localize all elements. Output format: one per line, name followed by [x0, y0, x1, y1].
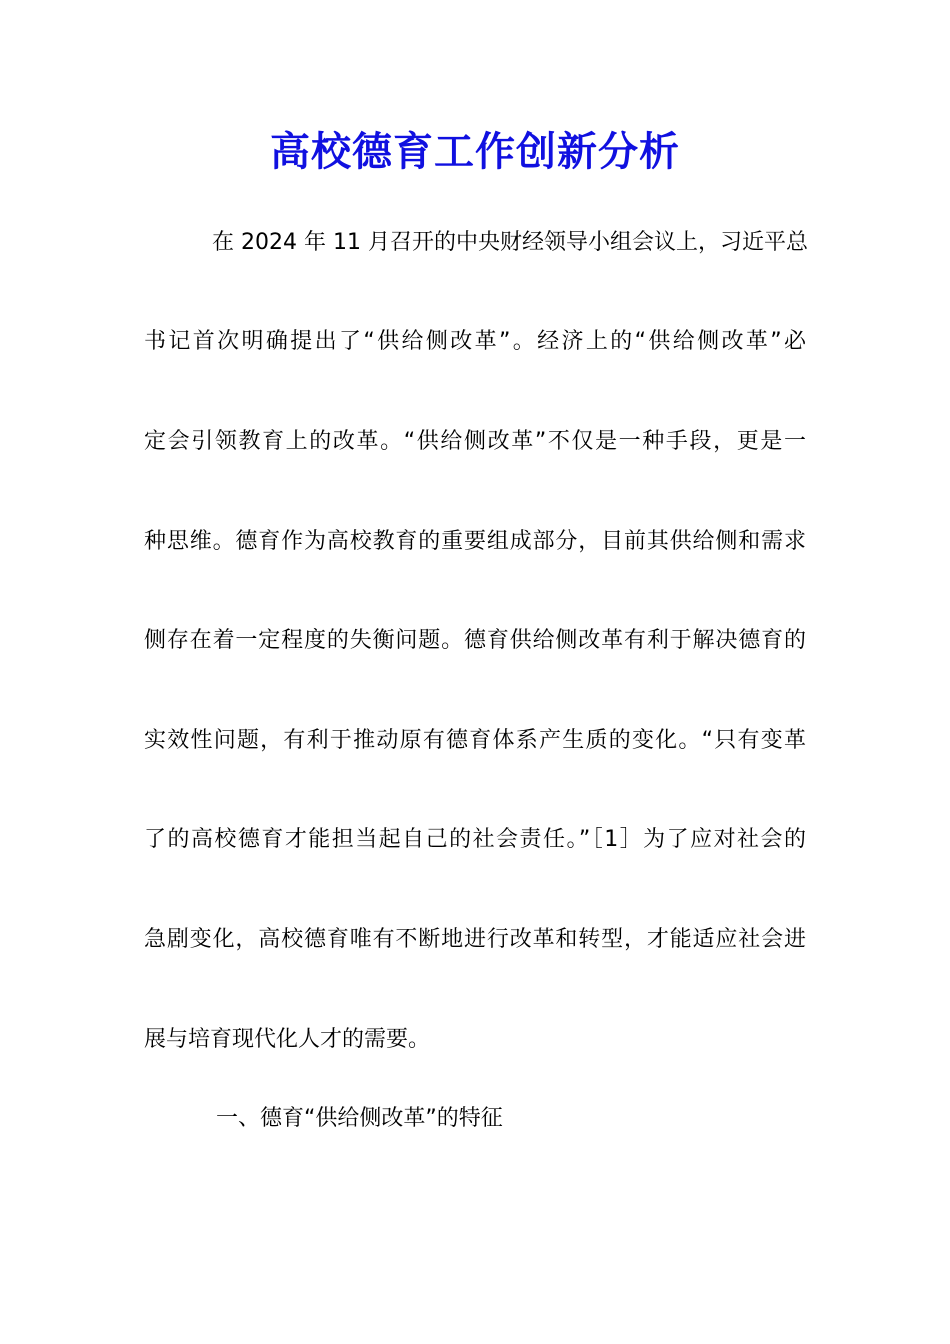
paragraph-line-4: 种思维。德育作为高校教育的重要组成部分，目前其供给侧和需求: [144, 529, 806, 554]
paragraph-line-7: 了的高校德育才能担当起自己的社会责任。”［1］为了应对社会的: [144, 827, 806, 852]
paragraph-line-1: 在 2024 年 11 月召开的中央财经领导小组会议上，习近平总: [212, 230, 808, 255]
document-title: 高校德育工作创新分析: [270, 128, 680, 175]
paragraph-line-5: 侧存在着一定程度的失衡问题。德育供给侧改革有利于解决德育的: [144, 628, 806, 653]
paragraph-line-6: 实效性问题，有利于推动原有德育体系产生质的变化。“只有变革: [144, 728, 806, 753]
paragraph-line-2: 书记首次明确提出了“供给侧改革”。经济上的“供给侧改革”必: [144, 329, 806, 354]
paragraph-line-3: 定会引领教育上的改革。“供给侧改革”不仅是一种手段，更是一: [144, 429, 806, 454]
paragraph-line-8: 急剧变化，高校德育唯有不断地进行改革和转型，才能适应社会进: [144, 927, 806, 952]
section-heading: 一、德育“供给侧改革”的特征: [216, 1106, 503, 1131]
paragraph-line-9: 展与培育现代化人才的需要。: [144, 1027, 431, 1052]
